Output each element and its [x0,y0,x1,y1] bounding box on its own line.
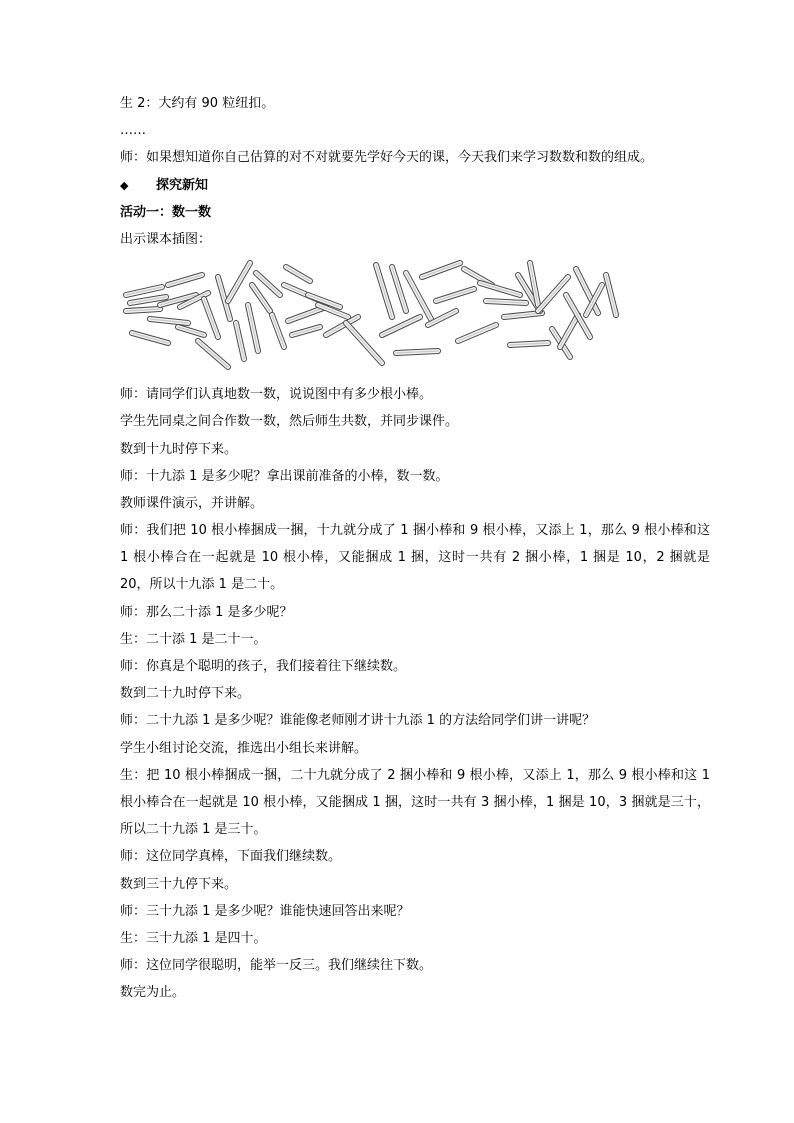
stick [486,301,526,303]
ellipsis-line: …… [120,123,146,139]
dialogue-line: 师：十九添 1 是多少呢？拿出课前准备的小棒，数一数。 [120,468,449,484]
stick [204,299,218,337]
stick [576,269,598,313]
stick [178,327,204,335]
dialogue-line: 学生小组讨论交流，推选出小组长来讲解。 [120,740,368,756]
dialogue-line: 生 2：大约有 90 粒纽扣。 [120,96,275,111]
section-title: 探究新知 [156,177,209,193]
dialogue-line: 师：二十九添 1 是多少呢？谁能像老师刚才讲十九添 1 的方法给同学们讲一讲呢？ [120,713,596,729]
show-image-label: 出示课本插图： [120,231,212,247]
document-page [120,90,710,1007]
stick [382,317,420,335]
dialogue-line: 师：这位同学很聪明，能举一反三。我们继续往下数。 [120,958,433,974]
stick [510,343,548,345]
dialogue-line: 师：那么二十添 1 是多少呢？ [120,604,293,620]
stick [228,263,250,301]
stick [286,267,310,281]
stick [168,275,202,285]
stick [252,285,270,311]
activity-title: 活动一：数一数 [120,204,212,220]
stick [272,315,284,347]
dialogue-line: 师：你真是个聪明的孩子，我们接着往下继续数。 [120,659,407,675]
stick [422,263,460,277]
dialogue-line: 数到二十九时停下来。 [120,686,251,702]
dialogue-line: 师：三十九添 1 是多少呢？谁能快速回答出来呢？ [120,903,410,919]
stick [458,325,496,341]
dialogue-paragraph: 生：把 10 根小棒捆成一捆，二十九就分成了 2 捆小棒和 9 根小棒，又添上 1，那么 9 根小棒和这 1 根小棒合在一起就是 10 根小棒，又能捆成 1 捆，这时一共有 3 捆小棒，1 捆是 10，3 捆就是三十，所以二十九添 1 是三十。 [120,767,710,838]
dialogue-line: 数到十九时停下来。 [120,441,238,457]
dialogue-line: 数完为止。 [120,985,186,1001]
dialogue-line: 学生先同桌之间合作数一数，然后师生共数，并同步课件。 [120,414,459,430]
dialogue-line: 数到三十九停下来。 [120,876,238,892]
dialogue-paragraph: 师：我们把 10 根小棒捆成一捆，十九就分成了 1 捆小棒和 9 根小棒，又添上 1，那么 9 根小棒和这 1 根小棒合在一起就是 10 根小棒，又能捆成 1 捆，这时一共有 2 捆小棒，1 捆是 10，2 捆就是 20，所以十九添 1 是二十。 [120,523,710,593]
stick [248,305,258,351]
sticks-svg [120,255,620,377]
stick [150,319,188,323]
section-heading [120,172,710,199]
stick [480,283,520,295]
stick [406,273,432,321]
dialogue-line: 师：这位同学真棒，下面我们继续数。 [120,849,342,865]
stick [198,341,228,367]
stick [376,265,392,317]
stick [560,315,578,347]
stick [132,333,168,343]
stick [126,309,160,311]
dialogue-line: 师：请同学们认真地数一数，说说图中有多少根小棒。 [120,387,433,403]
stick [504,313,542,317]
diamond-bullet-icon: ◆ [120,178,129,192]
dialogue-line: 师：如果想知道你自己估算的对不对就要先学好今天的课，今天我们来学习数数和数的组成。 [120,150,654,166]
stick [436,289,474,301]
stick [292,327,320,335]
sticks-illustration [120,255,620,377]
dialogue-line: 教师课件演示，并讲解。 [120,495,264,511]
dialogue-line: 生：二十添 1 是二十一。 [120,631,267,647]
dialogue-line: 生：三十九添 1 是四十。 [120,930,267,946]
stick [606,275,616,315]
stick [236,323,244,359]
stick [126,287,162,295]
stick [396,351,438,353]
stick [346,323,382,363]
